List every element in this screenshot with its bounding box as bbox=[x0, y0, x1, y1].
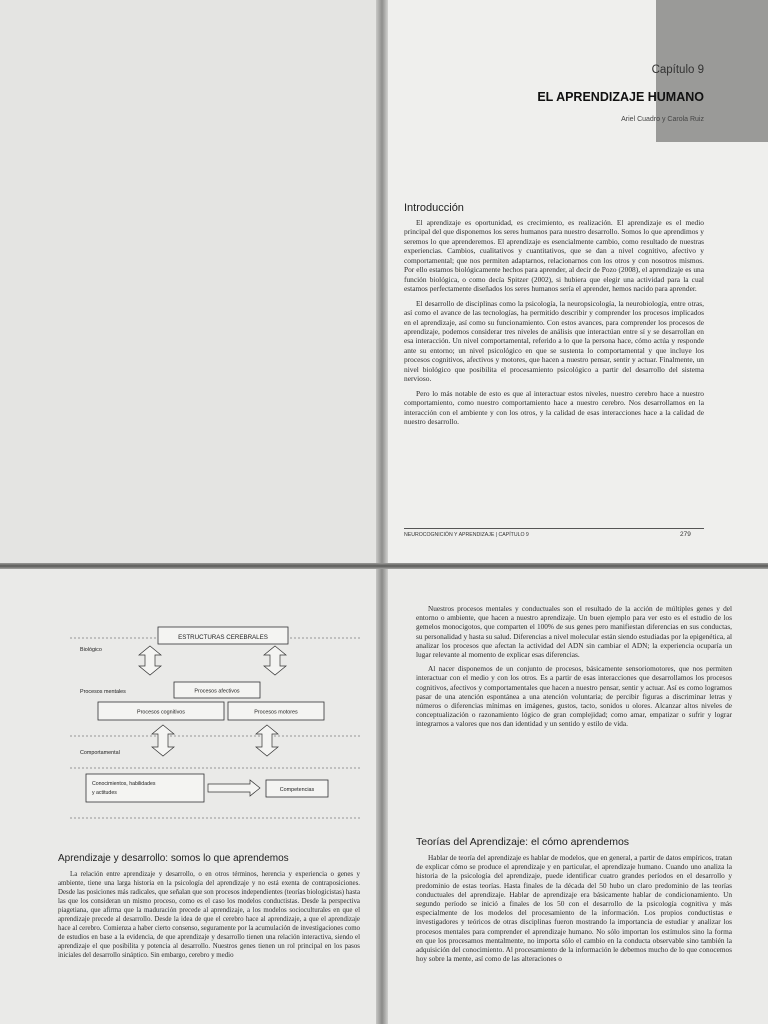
intro-body bbox=[404, 218, 704, 432]
chapter-authors: Ariel Cuadro y Carola Ruiz bbox=[621, 116, 704, 123]
affective-processes-label: Procesos afectivos bbox=[194, 688, 240, 695]
book-gutter bbox=[376, 566, 388, 1024]
footer-label: NEUROCOGNICIÓN Y APRENDIZAJE | CAPÍTULO 9 bbox=[404, 532, 529, 538]
learning-levels-diagram bbox=[70, 626, 360, 826]
body-text-top bbox=[416, 604, 732, 734]
page-279 bbox=[382, 0, 768, 566]
double-arrow-icon bbox=[256, 725, 278, 756]
motor-processes-label: Procesos motores bbox=[254, 709, 298, 716]
body-paragraph: Nuestros procesos mentales y conductuales son el resultado de la acción de múltiples genes y del entorno o ambiente, que hacen a nuestro aprendizaje. Un buen ejemplo para ver esto es el estudio de los gemelos monocigotos, que comparten el 100% de sus genes pero manifiestan diferencias en sus conductas, su personalidad y hasta su salud. Diferencias a nivel molecular están siendo estudiadas por la epigenética, al analizar los procesos que afectan la actividad del ADN sin cambiar el ADN; la experiencia ocuparía un lugar relevante al momento de explicar esas diferencias. bbox=[416, 604, 732, 660]
intro-heading: Introducción bbox=[404, 202, 464, 214]
competencies-label: Competencias bbox=[279, 787, 315, 793]
footer-rule bbox=[404, 528, 704, 529]
section-heading-teorias: Teorías del Aprendizaje: el cómo aprendemos bbox=[416, 836, 630, 848]
page-number: 279 bbox=[680, 531, 691, 538]
knowledge-skills-label: y actitudes bbox=[92, 790, 117, 796]
page-bottom-right bbox=[382, 566, 768, 1024]
photo-split-line bbox=[0, 563, 768, 569]
right-arrow-icon bbox=[208, 780, 260, 796]
book-gutter bbox=[376, 0, 388, 566]
double-arrow-icon bbox=[152, 725, 174, 756]
double-arrow-icon bbox=[264, 646, 286, 675]
body-paragraph: Hablar de teoría del aprendizaje es hablar de modelos, que en general, a partir de datos empíricos, tratan de explicar cómo se produce el aprendizaje y en particular, el aprendizaje humano. Cuando uno analiza la historia de la psicología del aprendizaje, puede identificar cuatro grandes períodos en el desarrollo y predominio de estas teorías. Hasta finales de la década del 50 hubo un claro predominio de las teorías conductuales del aprendizaje. Hablar de aprendizaje era básicamente hablar de condicionamiento. Un segundo período se inició a finales de los 50 con el desarrollo de la psicología cognitiva y más especialmente de los modelos del procesamiento de la información. Los propios conductistas e investigadores y teóricos de otras disciplinas fueron mostrando la importancia de estudiar y analizar los procesos mentales para comprender el aprendizaje humano. No sólo importan los estímulos sino la forma en que los procesamos mentalmente, no importa sólo el cambio en la conducta observable sino también la adquisición del conocimiento. Al procesamiento de la información le debemos mucho de lo que conocemos hoy sobre la mente, así como de las alteraciones o bbox=[416, 853, 732, 964]
intro-paragraph: El desarrollo de disciplinas como la psicología, la neuropsicología, la neurobiología, entre otras, así como el avance de las tecnologías, ha permitido describir y comprender los procesos implicados en el aprendizaje, así como su funcionamiento. Con estos avances, para comprender los procesos de aprendizaje, podemos considerar tres niveles de análisis que interactúan entre sí y se desarrollan en esa interacción. Un nivel comportamental, referido a lo que la persona hace, cómo actúa y responde ante su entorno; un nivel psicológico en que se sustenta lo comportamental y que incluye los procesos cognitivos, afectivos y motores, que hacen a nuestro pensar, sentir y actuar. Finalmente, un nivel biológico que posibilita el procesamiento psicológico a partir del desarrollo del sistema nervioso. bbox=[404, 298, 704, 384]
knowledge-skills-box bbox=[86, 774, 204, 802]
intro-paragraph: El aprendizaje es oportunidad, es crecimiento, es realización. El aprendizaje es el medio principal del que disponemos los seres humanos para nuestro desarrollo. Somos lo que aprendimos y seremos lo que aprenderemos. El aprendizaje es esencialmente cambio, como resultado de nuestras experiencias. Cambios, cualitativos y cuantitativos, que se dan a nivel cognitivo, afectivo y comportamental; que nos permiten adaptarnos, relacionarnos con los otros y con nosotros mismos. Por ello estamos biológicamente hechos para aprender, al decir de Pozo (2008), el aprendizaje es una función biológica, o como decía Spitzer (2002), si hubiera que elegir una actividad para la cual estamos perfectamente diseñados los seres humanos sería el aprender, hemos nacido para aprender. bbox=[404, 218, 704, 294]
intro-paragraph: Pero lo más notable de esto es que al interactuar estos niveles, nuestro cerebro hace a nuestro comportamiento, como nuestro comportamiento hace a nuestro cerebro. Nos desarrollamos en la interacción con el ambiente y con los otros, y la calidad de esas interacciones hace a la calidad de nuestro desarrollo. bbox=[404, 388, 704, 427]
section-heading-aprendizaje: Aprendizaje y desarrollo: somos lo que aprendemos bbox=[58, 853, 289, 864]
chapter-label: Capítulo 9 bbox=[651, 64, 704, 76]
cognitive-processes-label: Procesos cognitivos bbox=[137, 709, 185, 716]
level-label-procesos: Procesos mentales bbox=[80, 689, 126, 695]
body-paragraph: La relación entre aprendizaje y desarrollo, o en otros términos, herencia y experiencia o genes y ambiente, tiene una larga historia en la psicología del aprendizaje y no está exenta de contraposiciones. Desde las posiciones más radicales, que señalan que son procesos independientes (teorías biologicistas) hasta las que los consideran un mismo proceso, como es el caso los modelos conductistas. Desde la perspectiva piagetiana, que afirma que la maduración precede al aprendizaje, a los modelos socioculturales en que el aprendizaje precede al desarrollo. Desde la idea de que el cerebro hace al aprendizaje, a que el aprendizaje hace al cerebro. Comienza a haber cierto consenso, seguramente por la acumulación de investigaciones como de estudios en base a la evidencia, de que aprendizaje y desarrollo tienen una relación interactiva, siendo el aprendizaje el que posibilita y potencia al desarrollo. Nuestros genes tienen un rol principal en los pasos iniciales del desarrollo sináptico. Sin embargo, cerebro y medio bbox=[58, 871, 360, 959]
knowledge-skills-label: Conocimientos, habilidades bbox=[92, 781, 156, 787]
blank-page-top-left bbox=[0, 0, 384, 566]
level-label-comportamental: Comportamental bbox=[80, 750, 120, 756]
section-body-aprendizaje bbox=[58, 871, 360, 961]
page-bottom-left bbox=[0, 566, 384, 1024]
chapter-title: EL APRENDIZAJE HUMANO bbox=[537, 90, 704, 104]
brain-structures-label: ESTRUCTURAS CEREBRALES bbox=[178, 634, 268, 641]
body-paragraph: Al nacer disponemos de un conjunto de procesos, básicamente sensoriomotores, que nos permiten interactuar con el medio y con los otros. Es a partir de esas interacciones que desarrollamos los procesos cognitivos, afectivos y comportamentales que hacen a nuestro pensar, sentir y actuar. Así es como logramos pasar de una atención espontánea a una atención voluntaria; de percibir figuras a discriminar letras y números o diferencias mínimas en imágenes, gustos, tacto, sonidos u olores. Alcanzar altos niveles de conceptualización o razonamiento lógico de gran complejidad; como amar, empatizar o sufrir y lograr integrarnos a valores que nos dan identidad y un sentido y estilo de vida. bbox=[416, 664, 732, 729]
level-label-biologico: Biológico bbox=[80, 647, 102, 653]
double-arrow-icon bbox=[139, 646, 161, 675]
section-body-teorias bbox=[416, 853, 732, 963]
